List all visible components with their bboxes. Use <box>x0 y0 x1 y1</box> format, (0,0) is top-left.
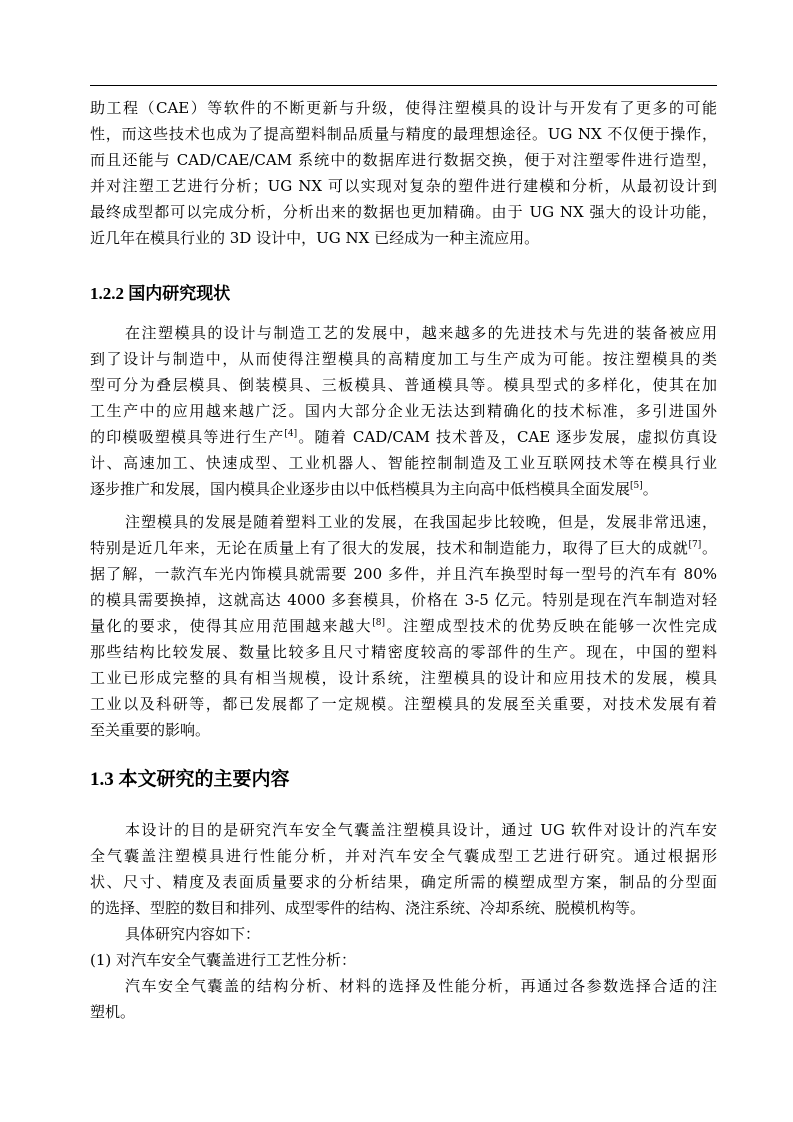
text-line: 型可分为叠层模具、倒装模具、三板模具、普通模具等。模具型式的多样化，使其在加 <box>90 376 717 394</box>
text-line: 工业以及科研等，都已发展都了一定规模。注塑模具的发展至关重要，对技术发展有着 <box>90 695 717 713</box>
text-run: 。注塑成型技术的优势反映在能够一次性完成 <box>384 617 717 635</box>
research-content-list <box>90 921 717 1025</box>
citation-ref[interactable]: [8] <box>372 618 385 628</box>
text-line: 助工程（CAE）等软件的不断更新与升级，使得注塑模具的设计与开发有了更多的可能 <box>90 99 717 117</box>
text-line: 而且还能与 CAD/CAE/CAM 系统中的数据库进行数据交换，便于对注塑零件进行造型， <box>90 151 717 169</box>
section-heading-1-3: 1.3 本文研究的主要内容 <box>90 769 290 790</box>
text-line <box>90 476 717 502</box>
text-run: 。随着 CAD/CAM 技术普及，CAE 逐步发展，虚拟仿真设 <box>297 428 717 446</box>
paragraph-domestic-research <box>90 320 717 502</box>
text-run: 特别是近几年来，无论在质量上有了很大的发展，技术和制造能力，取得了巨大的成就 <box>90 539 689 557</box>
text-line: 工生产中的应用越来越广泛。国内大部分企业无法达到精确化的技术标准，多引进国外 <box>90 402 717 420</box>
text-line <box>90 613 717 639</box>
text-line: 的选择、型腔的数目和排列、成型零件的结构、浇注系统、冷却系统、脱模机构等。 <box>90 899 646 917</box>
text-line: 至关重要的影响。 <box>90 721 211 739</box>
text-line: 到了设计与制造中，从而使得注塑模具的高精度加工与生产成为可能。按注塑模具的类 <box>90 350 717 368</box>
text-run: 。 <box>701 539 717 557</box>
text-line: 计、高速加工、快速成型、工业机器人、智能控制制造及工业互联网技术等在模具行业 <box>90 454 717 472</box>
header-rule <box>90 85 717 86</box>
text-line: 状、尺寸、精度及表面质量要求的分析结果，确定所需的模塑成型方案，制品的分型面 <box>90 873 717 891</box>
text-run: 逐步推广和发展，国内模具企业逐步由以中低档模具为主向高中低档模具全面发展 <box>90 480 631 498</box>
text-line: 并对注塑工艺进行分析；UG NX 可以实现对复杂的塑件进行建模和分析，从最初设计到 <box>90 177 717 195</box>
list-intro: 具体研究内容如下： <box>125 925 261 943</box>
paragraph-design-purpose <box>90 817 717 921</box>
text-line: 近几年在模具行业的 3D 设计中，UG NX 已经成为一种主流应用。 <box>90 229 540 247</box>
citation-ref[interactable]: [7] <box>688 540 702 550</box>
text-line: 性，而这些技术也成为了提高塑料制品质量与精度的最理想途径。UG NX 不仅便于操作， <box>90 125 717 143</box>
list-item-label: (1) 对汽车安全气囊盖进行工艺性分析： <box>90 951 357 969</box>
text-line: 注塑模具的发展是随着塑料工业的发展，在我国起步比较晚，但是，发展非常迅速， <box>125 513 717 531</box>
text-line <box>90 535 717 561</box>
text-line: 最终成型都可以完成分析，分析出来的数据也更加精确。由于 UG NX 强大的设计功能， <box>90 203 717 221</box>
citation-ref[interactable]: [5] <box>630 481 643 491</box>
text-line: 的模具需要换掉，这就高达 4000 多套模具，价格在 3-5 亿元。特别是现在汽车制造对轻 <box>90 591 717 609</box>
text-line: 据了解，一款汽车光内饰模具就需要 200 多件，并且汽车换型时每一型号的汽车有 80% <box>90 565 717 583</box>
section-heading-1-2-2: 1.2.2 国内研究现状 <box>90 284 231 303</box>
list-item-body: 汽车安全气囊盖的结构分析、材料的选择及性能分析，再通过各参数选择合适的注 <box>125 977 717 995</box>
text-run: 的印模吸塑模具等进行生产 <box>90 428 285 446</box>
text-line: 在注塑模具的设计与制造工艺的发展中，越来越多的先进技术与先进的装备被应用 <box>125 324 717 342</box>
text-line: 本设计的目的是研究汽车安全气囊盖注塑模具设计，通过 UG 软件对设计的汽车安 <box>125 821 717 839</box>
list-item-body: 塑机。 <box>90 1003 136 1021</box>
paragraph-cae-ugnx <box>90 95 717 251</box>
text-line <box>90 424 717 450</box>
text-line: 全气囊盖注塑模具进行性能分析，并对汽车安全气囊成型工艺进行研究。通过根据形 <box>90 847 717 865</box>
paragraph-mold-development <box>90 509 717 743</box>
text-line: 那些结构比较发展、数量比较多且尺寸精密度较高的零部件的生产。现在，中国的塑料 <box>90 643 717 661</box>
text-line: 工业已形成完整的具有相当规模，设计系统，注塑模具的设计和应用技术的发展，模具 <box>90 669 717 687</box>
citation-ref[interactable]: [4] <box>284 429 298 439</box>
text-run: 量化的要求，使得其应用范围越来越大 <box>90 617 373 635</box>
text-run: 。 <box>642 480 658 498</box>
